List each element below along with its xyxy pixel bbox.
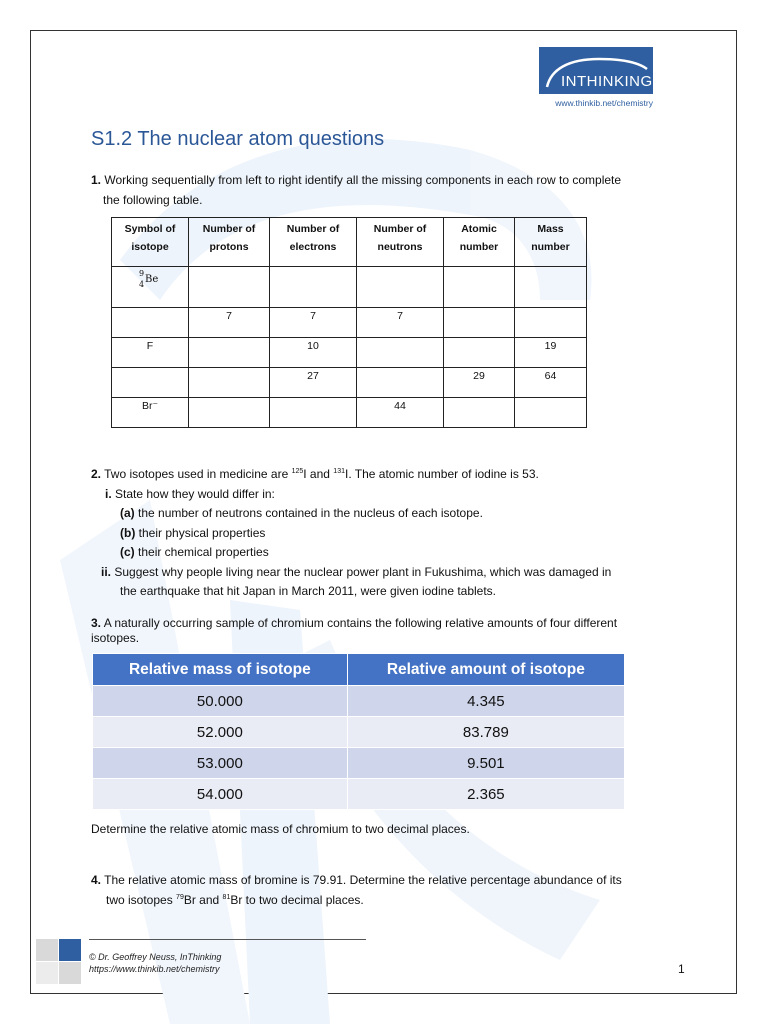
table-cell: 83.789 (347, 717, 624, 748)
table-cell (444, 308, 515, 338)
table-cell: 9.501 (347, 748, 624, 779)
table-cell: F (112, 338, 189, 368)
table-cell (357, 338, 444, 368)
chromium-table-header (93, 654, 625, 686)
table-row (112, 398, 587, 428)
table-cell: 10 (270, 338, 357, 368)
isotope-table (111, 217, 587, 428)
table-row (93, 779, 625, 810)
table-cell (112, 308, 189, 338)
table-row (93, 748, 625, 779)
q3-number: 3. (91, 616, 102, 630)
table-cell: 4.345 (347, 686, 624, 717)
table-cell (444, 338, 515, 368)
table-cell (270, 267, 357, 308)
header-protons: Number of protons (189, 218, 270, 267)
table-row (93, 717, 625, 748)
table-row (112, 368, 587, 398)
table-cell: 27 (270, 368, 357, 398)
header-atomic-number: Atomic number (444, 218, 515, 267)
question-1 (91, 171, 621, 210)
table-cell (112, 368, 189, 398)
header-mass-number: Mass number (515, 218, 587, 267)
header-relative-mass: Relative mass of isotope (93, 654, 348, 686)
q2-ii-label: ii. (101, 564, 112, 579)
table-cell (189, 398, 270, 428)
isotope-symbol-be: 9 4 Be (112, 267, 189, 308)
table-cell (444, 267, 515, 308)
footer-credits (89, 951, 221, 975)
footer-square (36, 962, 58, 984)
table-cell (515, 267, 587, 308)
table-cell: 7 (270, 308, 357, 338)
table-cell: 2.365 (347, 779, 624, 810)
question-2: 2. Two isotopes used in medicine are $^{125}$I and $^{131}$I. The atomic number of iodine is 53. i. State how they would differ in: (a) the number of neutrons contained in the nucleus of each isotope. (b) their physical properties (c) their chemical properties ii. Suggest why people living near the nuclear power plant in Fukushima, which was damaged in the earthquake that hit Japan in March 2011, were given iodine tablets. (91, 467, 612, 598)
q1-number: 1. (91, 173, 102, 187)
isotope-table-header (112, 218, 587, 267)
table-cell: 7 (189, 308, 270, 338)
table-cell (189, 338, 270, 368)
header-neutrons: Number of neutrons (357, 218, 444, 267)
page-number: 1 (678, 962, 685, 976)
footer-square (59, 962, 81, 984)
q3-determine: Determine the relative atomic mass of chromium to two decimal places. (91, 822, 470, 836)
header-electrons: Number of electrons (270, 218, 357, 267)
table-cell (270, 398, 357, 428)
q1-text-line2: the following table. (103, 192, 203, 207)
q4-number: 4. (91, 873, 102, 887)
table-cell: 7 (357, 308, 444, 338)
footer-square (59, 939, 81, 961)
header-relative-amount: Relative amount of isotope (347, 654, 624, 686)
table-cell: 44 (357, 398, 444, 428)
logo-text: INTHINKING (561, 73, 653, 90)
table-cell (444, 398, 515, 428)
inthinking-logo (539, 47, 653, 94)
table-cell: 19 (515, 338, 587, 368)
table-cell (515, 308, 587, 338)
table-cell (189, 368, 270, 398)
q2-i-label: i. (105, 486, 112, 501)
question-3: 3. A naturally occurring sample of chromium contains the following relative amounts of four different isotopes. (91, 616, 618, 645)
table-row (112, 338, 587, 368)
footer-divider (89, 939, 366, 940)
page-title: S1.2 The nuclear atom questions (91, 128, 385, 150)
table-cell: 53.000 (93, 748, 348, 779)
q1-text-line1: Working sequentially from left to right identify all the missing components in each row to complete (104, 173, 622, 187)
table-cell (515, 398, 587, 428)
question-4: 4. The relative atomic mass of bromine is 79.91. Determine the relative percentage abundance of its two isotopes $^{79}$Br and $^{81}$Br to two decimal places. (91, 873, 622, 907)
footer-author: © Dr. Geoffrey Neuss, InThinking (89, 952, 222, 962)
table-cell: 50.000 (93, 686, 348, 717)
table-cell: 54.000 (93, 779, 348, 810)
table-cell: 29 (444, 368, 515, 398)
table-row (112, 267, 587, 308)
table-row (93, 686, 625, 717)
table-cell: 64 (515, 368, 587, 398)
logo-url[interactable]: www.thinkib.net/chemistry (555, 98, 653, 108)
footer-url[interactable]: https://www.thinkib.net/chemistry (89, 964, 220, 974)
header-symbol: Symbol of isotope (112, 218, 189, 267)
chromium-isotope-table (92, 653, 625, 810)
q2-number: 2. (91, 467, 102, 481)
table-cell (357, 267, 444, 308)
table-cell: Br⁻ (112, 398, 189, 428)
footer-square (36, 939, 58, 961)
table-row (112, 308, 587, 338)
table-cell (189, 267, 270, 308)
table-cell: 52.000 (93, 717, 348, 748)
table-cell (357, 368, 444, 398)
